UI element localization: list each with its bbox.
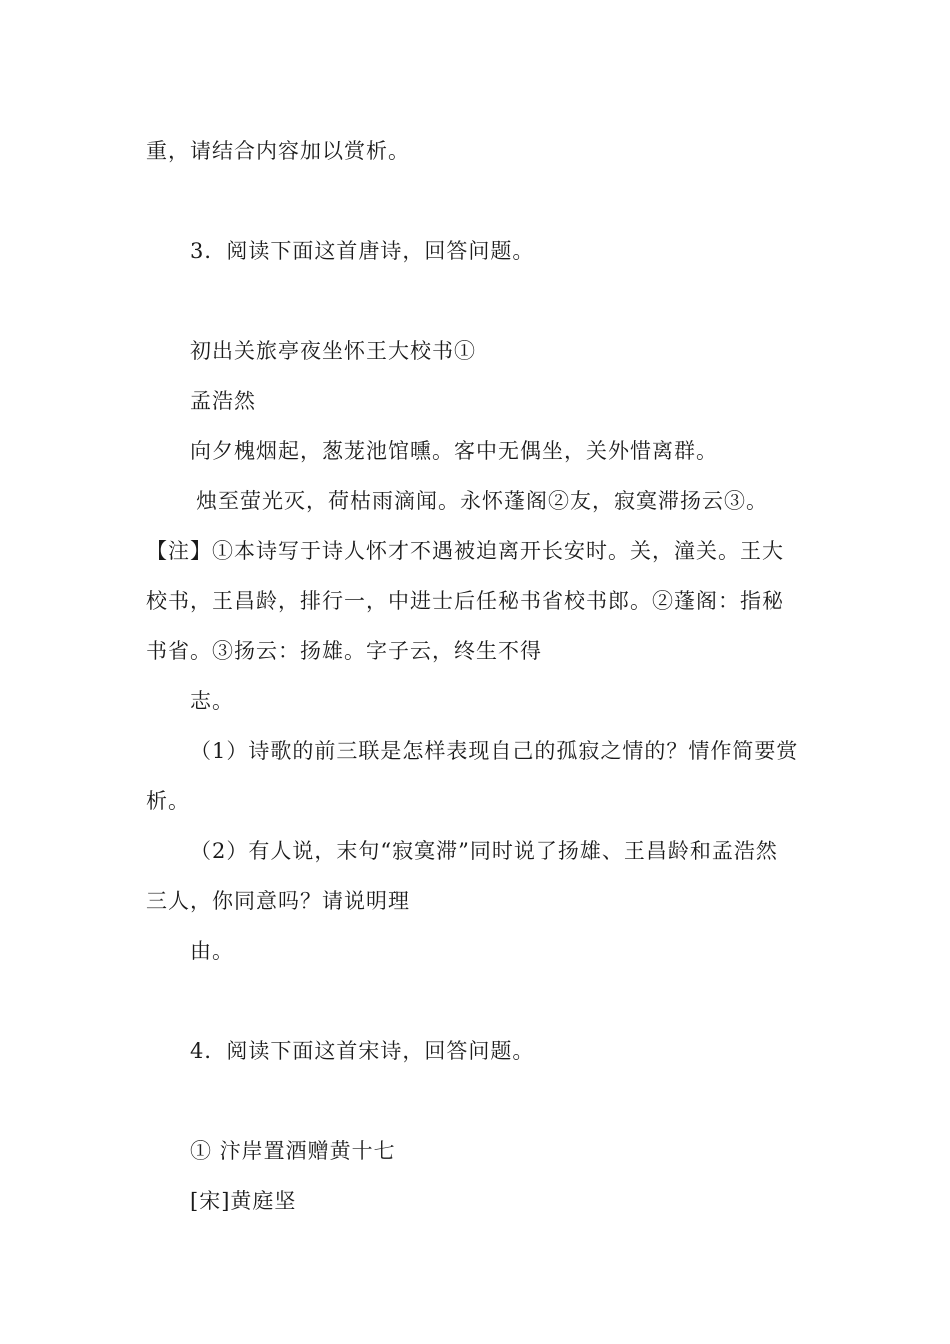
sub-question-2-cont: 三人，你同意吗？请说明理: [146, 889, 410, 913]
text-line-1: 重，请结合内容加以赏析。: [146, 139, 410, 163]
question-4-heading: 4．阅读下面这首宋诗，回答问题。: [190, 1039, 535, 1063]
sub-question-2-end: 由。: [190, 939, 234, 963]
poem-title: 初出关旅亭夜坐怀王大校书①: [190, 339, 476, 363]
poem-2-title: ① 汴岸置酒赠黄十七: [190, 1139, 396, 1163]
sub-question-1-cont: 析。: [146, 789, 190, 813]
note-line-3: 书省。③扬云：扬雄。字子云，终生不得: [146, 639, 542, 663]
note-line-2: 校书，王昌龄，排行一，中进士后任秘书省校书郎。②蓬阁：指秘: [146, 589, 784, 613]
poem-line-1: 向夕槐烟起，葱茏池馆曛。客中无偶坐，关外惜离群。: [190, 439, 718, 463]
sub-question-1: （1）诗歌的前三联是怎样表现自己的孤寂之情的？情作简要赏: [190, 739, 799, 763]
question-3-heading: 3．阅读下面这首唐诗，回答问题。: [190, 239, 535, 263]
poem-line-2: 烛至萤光灭，荷枯雨滴闻。永怀蓬阁②友，寂寞滞扬云③。: [196, 489, 768, 513]
sub-question-2: （2）有人说，末句“寂寞滞”同时说了扬雄、王昌龄和孟浩然: [190, 839, 778, 863]
note-line-4: 志。: [190, 689, 234, 713]
poem-2-author: [宋]黄庭坚: [190, 1189, 297, 1213]
note-line-1: 【注】①本诗写于诗人怀才不遇被迫离开长安时。关，潼关。王大: [146, 539, 784, 563]
poem-author: 孟浩然: [190, 389, 256, 413]
